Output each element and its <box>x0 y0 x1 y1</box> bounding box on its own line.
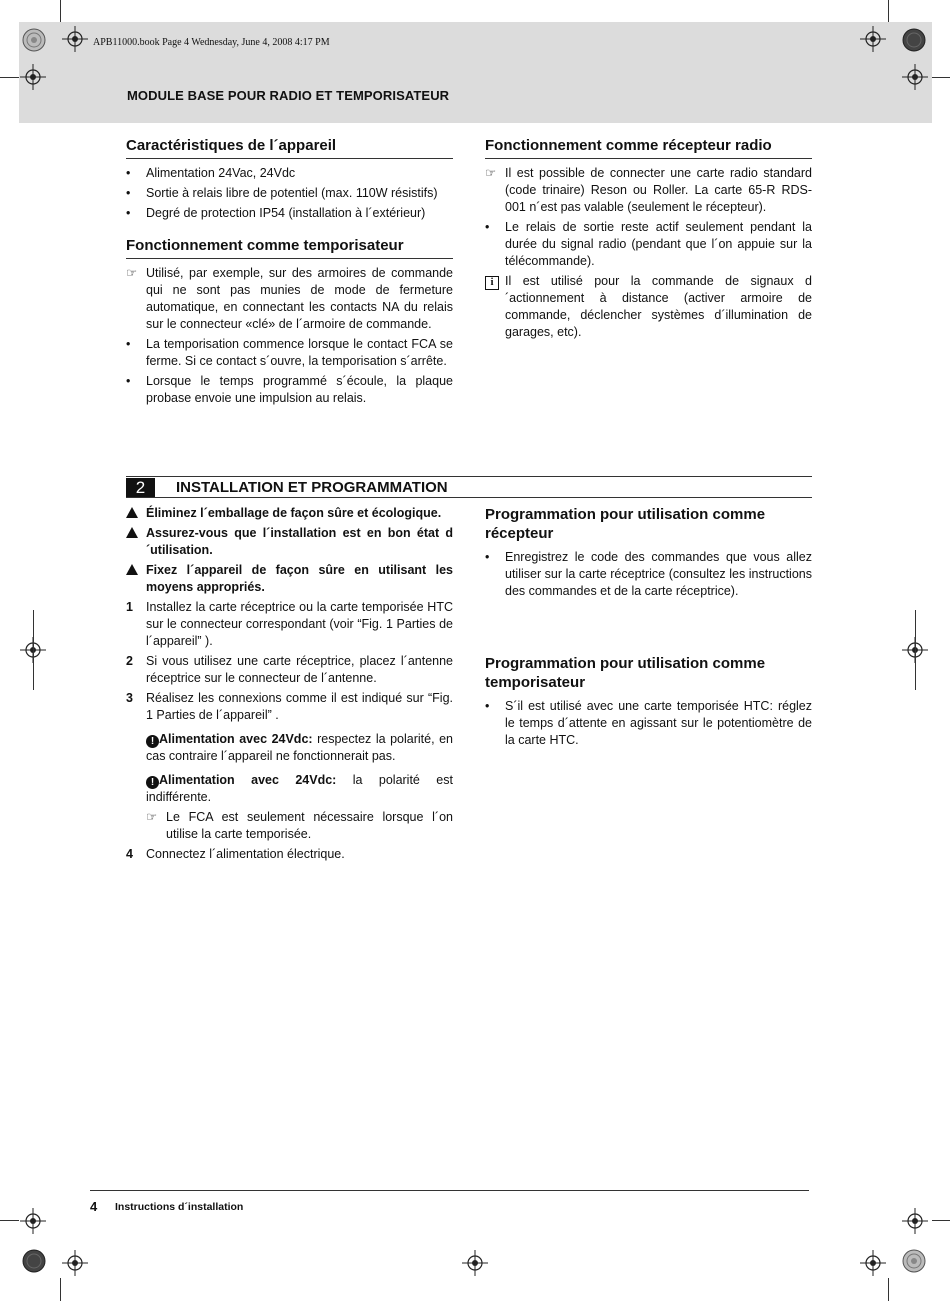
density-patch-icon <box>902 1249 926 1273</box>
list-item: • Enregistrez le code des commandes que vous allez utiliser sur la carte réceptrice (consultez les instructions des commandes et de la carte réceptrice). <box>485 550 812 598</box>
registration-mark-icon <box>20 64 46 90</box>
characteristics-list <box>126 165 453 222</box>
crop-mark <box>60 0 61 22</box>
section-header <box>126 476 812 498</box>
bullet-icon: • <box>126 374 131 388</box>
registration-mark-icon <box>62 26 88 52</box>
pointing-hand-icon: ☞ <box>146 810 158 824</box>
info-icon: i <box>485 276 499 290</box>
list-item: • Sortie à relais libre de potentiel (max. 110W résistifs) <box>126 186 438 200</box>
registration-mark-icon <box>860 1250 886 1276</box>
section-title: INSTALLATION ET PROGRAMMATION <box>176 479 448 496</box>
note-item: ☞ Le FCA est seulement nécessaire lorsque l´on utilise la carte temporisée. <box>146 810 453 841</box>
section-number: 2 <box>126 478 155 497</box>
crop-mark <box>0 1220 19 1221</box>
crop-mark <box>60 1278 61 1301</box>
crop-mark <box>932 1220 950 1221</box>
warning-item: Assurez-vous que l´installation est en bon état d´utilisation. <box>126 525 453 559</box>
crop-mark <box>888 0 889 22</box>
registration-mark-icon <box>62 1250 88 1276</box>
list-item: • Le relais de sortie reste actif seulement pendant la durée du signal radio (pendant que l´on appuie sur la télécommande). <box>485 220 812 268</box>
warning-item: Éliminez l´emballage de façon sûre et écologique. <box>126 505 453 522</box>
density-patch-icon <box>902 28 926 52</box>
registration-mark-icon <box>860 26 886 52</box>
print-info: APB11000.book Page 4 Wednesday, June 4, 2008 4:17 PM <box>93 37 330 48</box>
step-number: 1 <box>126 600 133 614</box>
info-item: i Il est utilisé pour la commande de signaux d´actionnement à distance (activer armoire de commande, déclencher systèmes d´illumination de garages, etc). <box>485 273 812 341</box>
step-item: 2 Si vous utilisez une carte réceptrice, placez l´antenne réceptrice sur le connecteur de l´antenne. <box>126 654 453 685</box>
bullet-icon: • <box>126 166 131 180</box>
note-item: ! Alimentation avec 24Vdc: respectez la polarité, en cas contraire l´appareil ne fonctionnerait pas. <box>146 732 453 763</box>
warning-triangle-icon <box>126 507 138 518</box>
prog-receiver-heading: Programmation pour utilisation comme récepteur <box>485 506 766 542</box>
characteristics-heading: Caractéristiques de l´appareil <box>126 136 453 159</box>
registration-mark-icon <box>20 1208 46 1234</box>
exclamation-icon: ! <box>146 735 159 748</box>
timer-operation-list <box>126 265 453 407</box>
bullet-icon: • <box>126 337 131 351</box>
list-item: • La temporisation commence lorsque le contact FCA se ferme. Si ce contact s´ouvre, la temporisation s´arrête. <box>126 337 453 368</box>
radio-operation-list <box>485 165 812 341</box>
bullet-icon: • <box>126 206 131 220</box>
step-number: 4 <box>126 847 133 861</box>
footer-text: Instructions d´installation <box>115 1201 244 1213</box>
density-patch-icon <box>22 1249 46 1273</box>
list-item: • S´il est utilisé avec une carte temporisée HTC: réglez le temps d´attente en agissant sur le potentiomètre de la carte HTC. <box>485 699 812 747</box>
crop-mark <box>915 610 916 690</box>
crop-mark <box>33 610 34 690</box>
module-title: MODULE BASE POUR RADIO ET TEMPORISATEUR <box>127 88 450 103</box>
radio-operation-heading: Fonctionnement comme récepteur radio <box>485 136 812 159</box>
note-item: ! Alimentation avec 24Vdc: la polarité est indifférente. <box>146 773 453 804</box>
note-item: ☞ Utilisé, par exemple, sur des armoires de commande qui ne sont pas munies de mode de fermeture automatique, en connectant les contacts NA du relais sur le connecteur «clé» de l´armoire de commande. <box>126 266 453 331</box>
bullet-icon: • <box>126 186 131 200</box>
prog-timer-heading: Programmation pour utilisation comme temporisateur <box>485 655 766 691</box>
bullet-icon: • <box>485 220 490 234</box>
pointing-hand-icon: ☞ <box>126 266 138 280</box>
step-number: 2 <box>126 654 133 668</box>
registration-mark-icon <box>902 64 928 90</box>
note-item: ☞ Il est possible de connecter une carte radio standard (code trinaire) Reson ou Roller. La carte 65-R RDS-001 n´est pas valable (seulement le récepteur). <box>485 166 812 214</box>
bullet-icon: • <box>485 699 490 713</box>
left-column-bottom <box>126 505 453 866</box>
step-item: 3 Réalisez les connexions comme il est indiqué sur “Fig. 1 Parties de l´appareil” . <box>126 691 453 722</box>
exclamation-icon: ! <box>146 776 159 789</box>
list-item: • Degré de protection IP54 (installation à l´extérieur) <box>126 206 426 220</box>
step-item: 1 Installez la carte réceptrice ou la carte temporisée HTC sur le connecteur correspondant (voir “Fig. 1 Parties de l´appareil” ). <box>126 600 453 648</box>
step-number: 3 <box>126 691 133 705</box>
list-item: • Alimentation 24Vac, 24Vdc <box>126 166 296 180</box>
crop-mark <box>888 1278 889 1301</box>
bullet-icon: • <box>485 550 490 564</box>
density-patch-icon <box>22 28 46 52</box>
step-item: 4 Connectez l´alimentation électrique. <box>126 847 345 861</box>
crop-mark <box>932 77 950 78</box>
warning-item: Fixez l´appareil de façon sûre en utilisant les moyens appropriés. <box>126 562 453 596</box>
registration-mark-icon <box>902 1208 928 1234</box>
crop-mark <box>0 77 19 78</box>
registration-mark-icon <box>462 1250 488 1276</box>
right-column-top <box>485 136 812 344</box>
warning-triangle-icon <box>126 564 138 575</box>
timer-operation-heading: Fonctionnement comme temporisateur <box>126 236 453 259</box>
footer-divider <box>90 1190 809 1191</box>
right-column-bottom <box>485 505 812 752</box>
pointing-hand-icon: ☞ <box>485 166 497 180</box>
warning-triangle-icon <box>126 527 138 538</box>
page-number: 4 <box>90 1199 98 1214</box>
left-column-top <box>126 136 453 410</box>
list-item: • Lorsque le temps programmé s´écoule, la plaque probase envoie une impulsion au relais. <box>126 374 453 405</box>
